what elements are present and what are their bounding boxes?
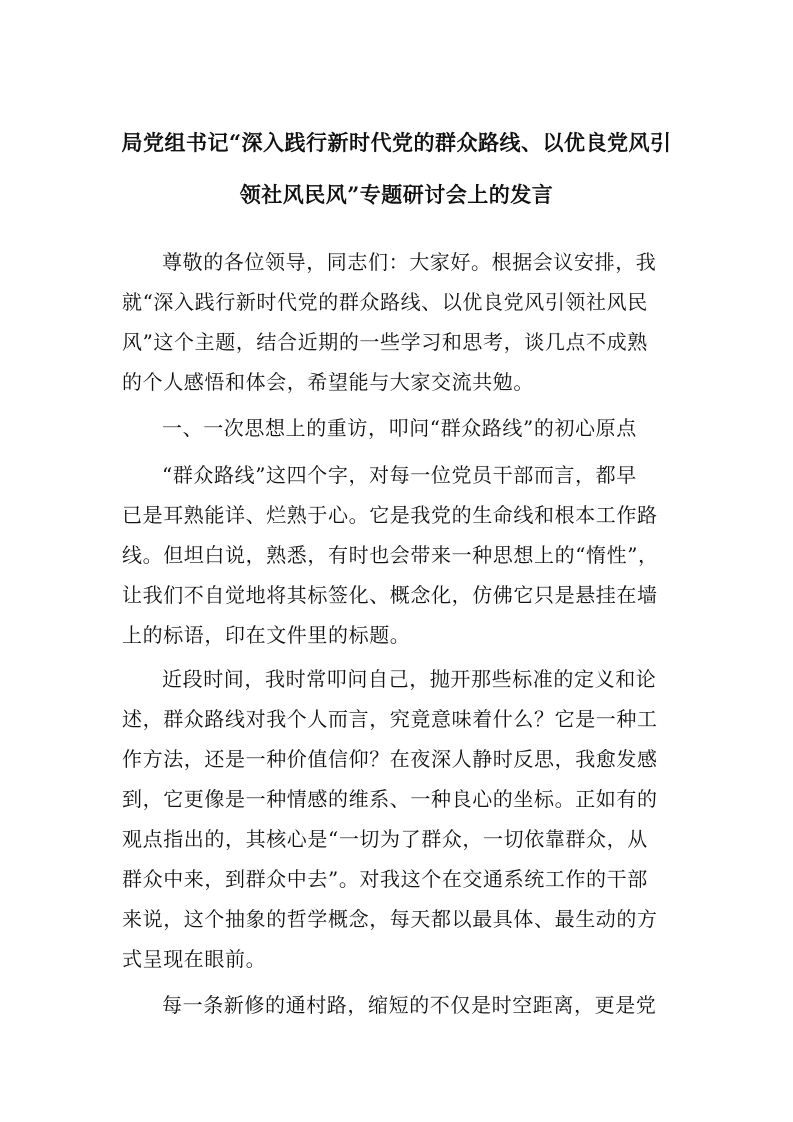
paragraph-2-line-4: 让我们不自觉地将其标签化、概念化，仿佛它只是悬挂在墙 <box>122 583 658 607</box>
paragraph-2-line-5: 上的标语，印在文件里的标题。 <box>122 623 411 647</box>
document-title-line-1: 局党组书记“深入践行新时代党的群众路线、以优良党风引 <box>121 130 672 155</box>
paragraph-1-line-3: 风”这个主题，结合近期的一些学习和思考，谈几点不成熟 <box>122 330 648 354</box>
paragraph-2-line-1: “群众路线”这四个字，对每一位党员干部而言，都早 <box>162 463 637 487</box>
paragraph-3-line-4: 到，它更像是一种情感的维系、一种良心的坐标。正如有的 <box>122 787 658 811</box>
paragraph-1-line-4: 的个人感悟和体会，希望能与大家交流共勉。 <box>122 370 534 394</box>
paragraph-4-line-1: 每一条新修的通村路，缩短的不仅是时空距离，更是党 <box>162 993 657 1017</box>
paragraph-2-line-3: 线。但坦白说，熟悉，有时也会带来一种思想上的“惰性”， <box>122 543 659 567</box>
document-title-line-2: 领社风民风”专题研讨会上的发言 <box>239 182 554 207</box>
paragraph-1-line-1: 尊敬的各位领导，同志们：大家好。根据会议安排，我 <box>162 250 657 274</box>
paragraph-2-line-2: 已是耳熟能详、烂熟于心。它是我党的生命线和根本工作路 <box>122 503 658 527</box>
paragraph-3-line-1: 近段时间，我时常叩问自己，抛开那些标准的定义和论 <box>162 667 657 691</box>
paragraph-3-line-7: 来说，这个抽象的哲学概念，每天都以最具体、最生动的方 <box>122 907 658 931</box>
paragraph-3-line-6: 群众中来，到群众中去”。对我这个在交通系统工作的干部 <box>122 867 648 891</box>
paragraph-1-line-2: 就“深入践行新时代党的群众路线、以优良党风引领社风民 <box>122 290 648 314</box>
paragraph-3-line-2: 述，群众路线对我个人而言，究竟意味着什么？它是一种工 <box>122 707 658 731</box>
paragraph-3-line-3: 作方法，还是一种价值信仰？在夜深人静时反思，我愈发感 <box>122 747 658 771</box>
section-heading-1: 一、一次思想上的重访，叩问“群众路线”的初心原点 <box>162 416 637 440</box>
paragraph-3-line-8: 式呈现在眼前。 <box>122 947 267 971</box>
paragraph-3-line-5: 观点指出的，其核心是“一切为了群众，一切依靠群众，从 <box>122 827 648 851</box>
